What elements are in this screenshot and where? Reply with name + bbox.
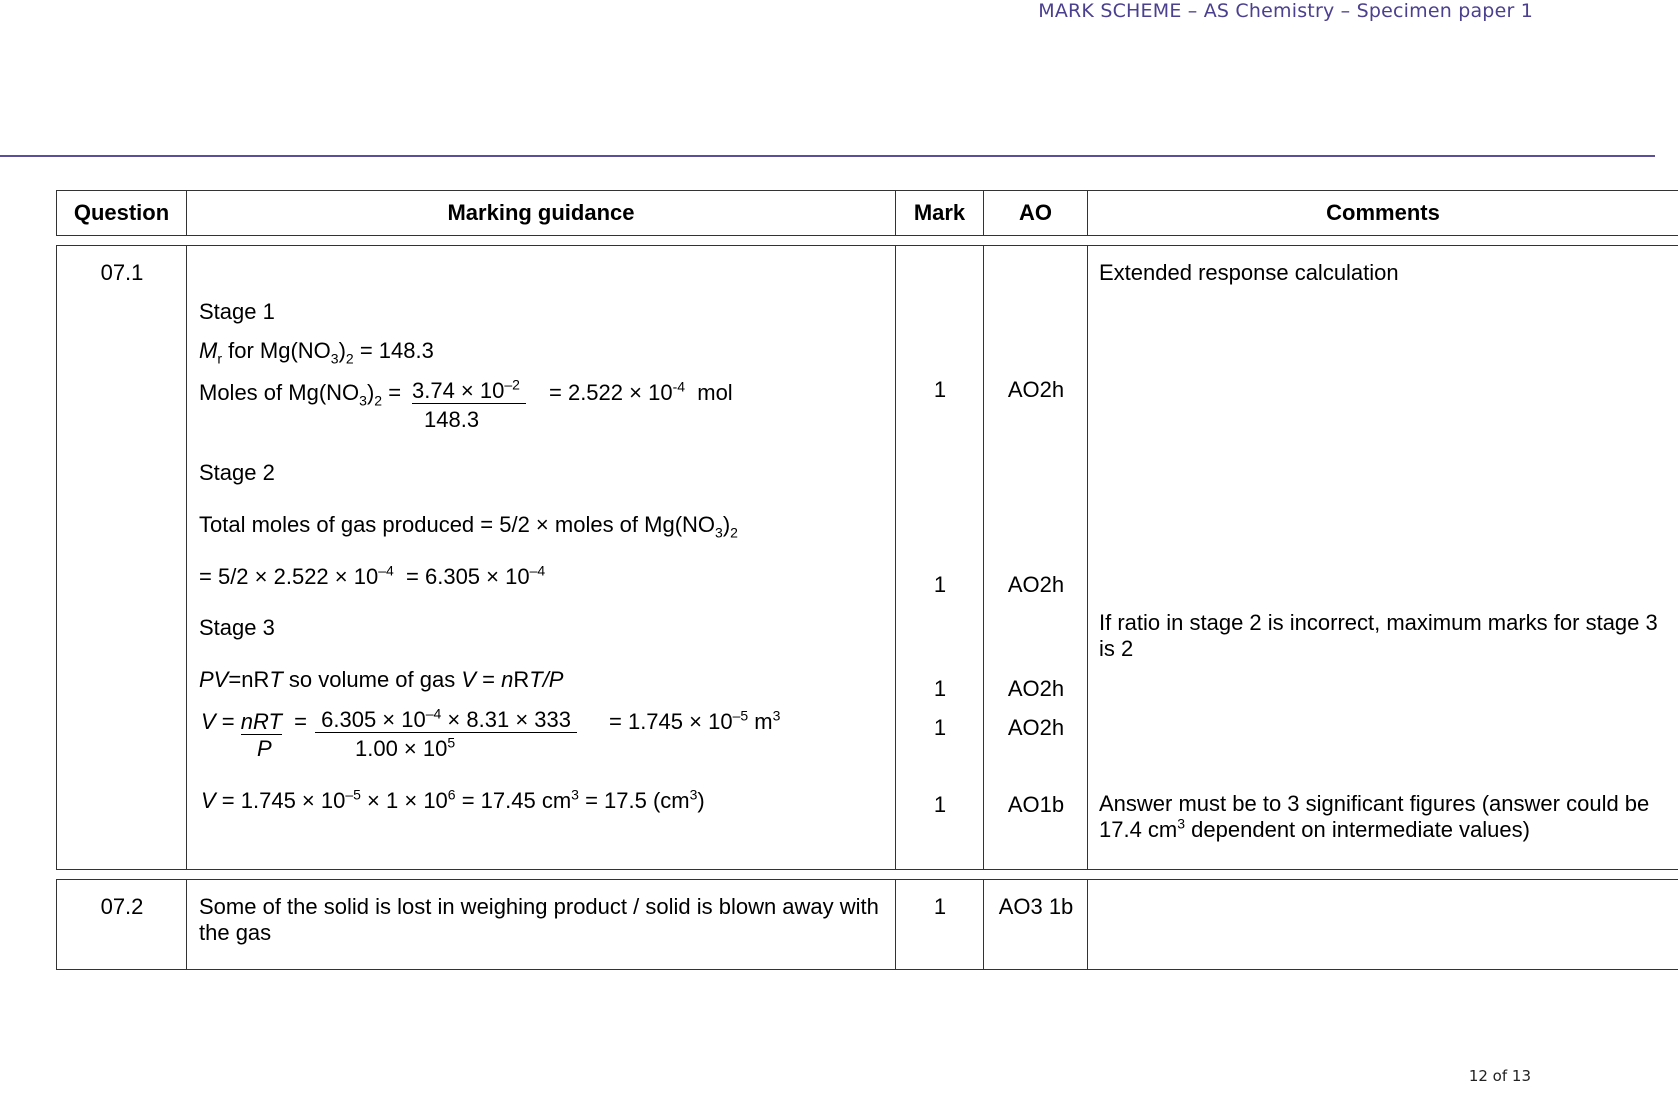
comment-significant-figures: Answer must be to 3 significant figures (answer could be 17.4 $cm^3$ dependent on intermediate values) (1099, 791, 1650, 842)
volume-fraction-denominator: $1.00 \times 10^5$ (355, 734, 456, 761)
total-moles-line: Total moles of gas produced = 5/2 × moles of $Mg(NO_3)_2$ (199, 512, 738, 541)
question-number: 07.2 (100, 894, 144, 919)
ao-value: AO1b (1007, 792, 1065, 817)
ao-cell (984, 880, 1088, 970)
page-number: 12 of 13 (1468, 1067, 1531, 1085)
comments-cell (1088, 246, 1678, 870)
ideal-gas-line: PV=nRT so volume of gas V = nRT/P (199, 667, 564, 692)
volume-equation-denominator-p: P (257, 736, 272, 761)
ao-value: AO2h (1007, 715, 1065, 740)
moles-fraction-numerator: $3.74 \times 10^{-2}$ (412, 378, 526, 404)
comment-extended-response: Extended response calculation (1099, 260, 1399, 285)
mark-value: 1 (933, 792, 947, 817)
question-number: 07.1 (100, 260, 144, 285)
header-divider (0, 155, 1655, 157)
moles-fraction-denominator: 148.3 (424, 407, 480, 432)
ao-cell (984, 246, 1088, 870)
moles-result: = $2.522 \times 10^{-4}$ mol (549, 378, 733, 405)
mark-cell (896, 880, 984, 970)
volume-equation-left: V = nRT = (201, 709, 308, 734)
question-number-cell (57, 880, 187, 970)
mark-value: 1 (933, 894, 947, 919)
column-header-comments: Comments (1088, 191, 1678, 236)
mark-value: 1 (933, 715, 947, 740)
mr-line: $M_r$ for $Mg(NO_3)_2 = 148.3$ (199, 338, 434, 367)
stage-2-heading: Stage 2 (199, 460, 275, 485)
stage-1-heading: Stage 1 (199, 299, 275, 324)
question-07-1-table (56, 245, 1678, 870)
column-header-table (56, 190, 1678, 236)
volume-result: = $1.745 \times 10^{-5}$ $m^3$ (609, 707, 781, 734)
marking-guidance-cell (187, 880, 896, 970)
mark-value: 1 (933, 572, 947, 597)
column-header-guidance: Marking guidance (187, 191, 896, 236)
column-header-mark: Mark (896, 191, 984, 236)
ao-value: AO3 1b (998, 894, 1074, 919)
mark-value: 1 (933, 676, 947, 701)
stage-2-calculation: = $5/2 \times 2.522 \times 10^{-4} = 6.305 \times 10^{-4}$ (199, 562, 546, 589)
mark-value: 1 (933, 377, 947, 402)
marking-guidance-cell (187, 246, 896, 870)
final-volume-line: $V = 1.745 \times 10^{-5} \times 1 \times 10^6 = 17.45$ $cm^3 = 17.5$ $(cm^3)$ (201, 786, 705, 813)
document-title: MARK SCHEME – AS Chemistry – Specimen paper 1 (1038, 0, 1533, 22)
question-number-cell (57, 246, 187, 870)
ao-value: AO2h (1007, 676, 1065, 701)
moles-line: Moles of $Mg(NO_3)_2$ = (199, 380, 402, 409)
comments-cell (1088, 880, 1678, 970)
comment-ratio: If ratio in stage 2 is incorrect, maximum marks for stage 3 is 2 (1099, 610, 1658, 661)
ao-value: AO2h (1007, 377, 1065, 402)
ao-value: AO2h (1007, 572, 1065, 597)
question-07-2-table (56, 879, 1678, 970)
column-header-question: Question (57, 191, 187, 236)
stage-3-heading: Stage 3 (199, 615, 275, 640)
mark-cell (896, 246, 984, 870)
guidance-text: Some of the solid is lost in weighing product / solid is blown away with the gas (199, 894, 879, 945)
volume-fraction-numerator: $6.305 \times 10^{-4} \times 8.31 \times 333$ (315, 707, 577, 733)
column-header-ao: AO (984, 191, 1088, 236)
